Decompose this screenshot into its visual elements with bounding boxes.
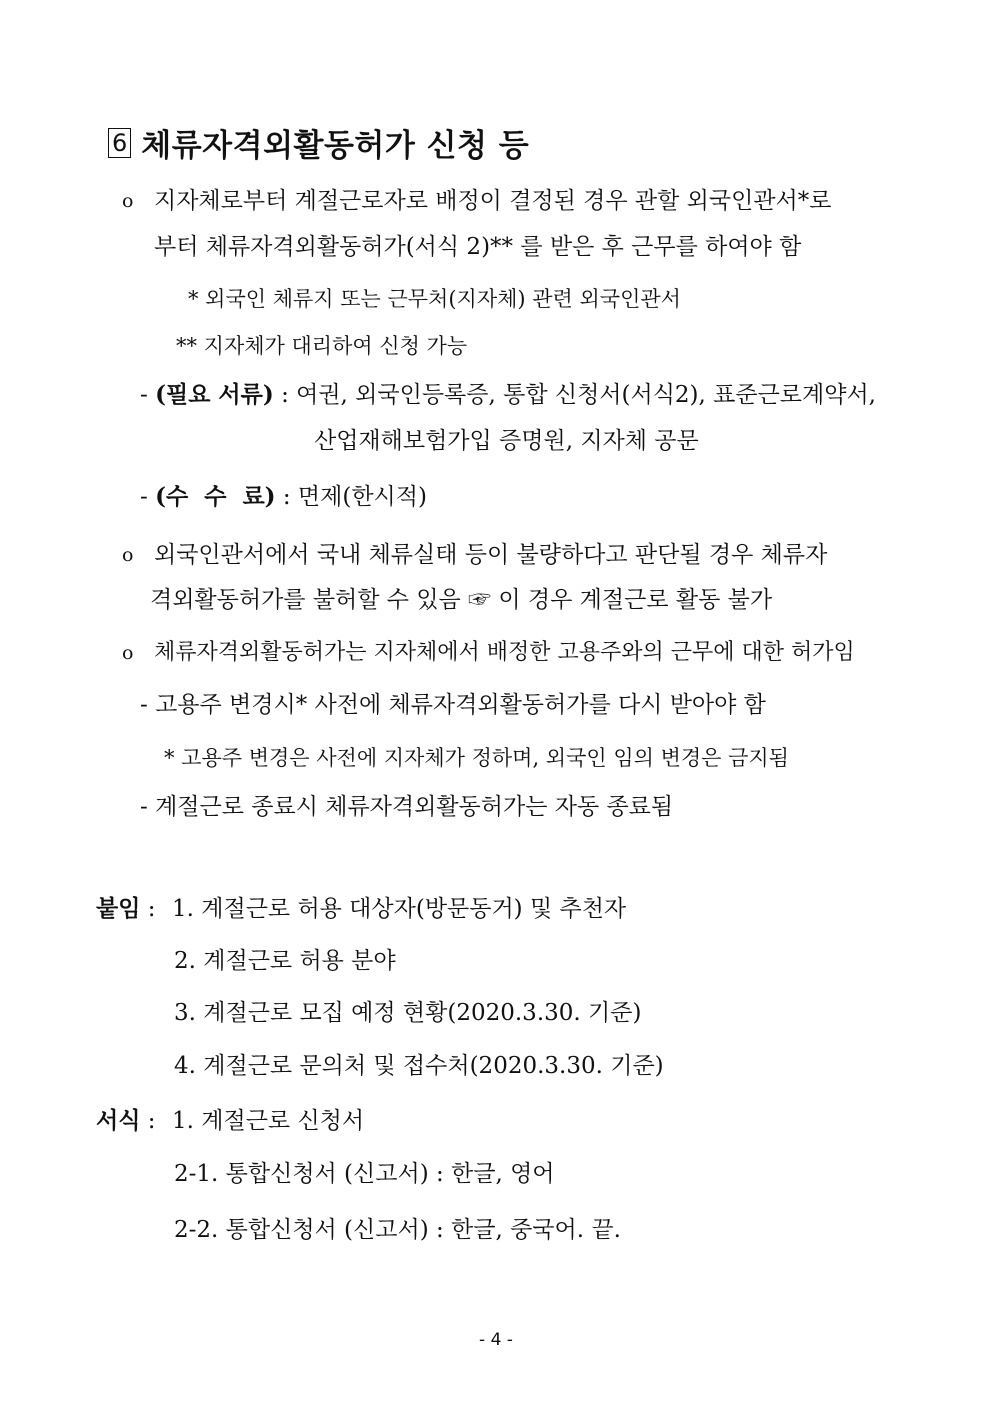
page-number: - 4 -	[479, 1330, 513, 1350]
forms-label: 서식	[96, 1107, 141, 1134]
bullet-marker: o	[122, 642, 134, 664]
bullet-3-line-1: 체류자격외활동허가는 지자체에서 배정한 고용주와의 근무에 대한 허가임	[154, 640, 855, 665]
note-employer-change: * 고용주 변경은 사전에 지자체가 정하며, 외국인 임의 변경은 금지됨	[164, 746, 789, 770]
attachment-item: 1. 계절근로 허용 대상자(방문동거) 및 추천자	[172, 896, 627, 922]
fee-separator: :	[282, 484, 291, 510]
bullet-2-line-2: 격외활동허가를 불허할 수 있음 ☞ 이 경우 계절근로 활동 불가	[150, 587, 773, 613]
form-item: 1. 계절근로 신청서	[172, 1108, 365, 1134]
attachments-row	[96, 894, 156, 924]
bullet-2-line-1: 외국인관서에서 국내 체류실태 등이 불량하다고 판단될 경우 체류자	[154, 542, 828, 568]
sub-item-end: - 계절근로 종료시 체류자격외활동허가는 자동 종료됨	[140, 794, 674, 820]
note-proxy: ** 지자체가 대리하여 신청 가능	[176, 334, 468, 358]
forms-separator: :	[147, 1108, 156, 1134]
bullet-marker: o	[122, 190, 134, 212]
documents-dash: -	[140, 382, 148, 408]
bullet-marker: o	[122, 544, 134, 566]
documents-label: (필요 서류)	[155, 381, 274, 408]
fee-value: 면제(한시적)	[297, 484, 427, 510]
attachments-label: 붙임	[96, 895, 141, 922]
section-number-box: 6	[108, 128, 131, 158]
attachment-item: 2. 계절근로 허용 분야	[174, 948, 396, 974]
documents-separator: :	[281, 382, 289, 408]
sub-item-employer-change: - 고용주 변경시* 사전에 체류자격외활동허가를 다시 받아야 함	[140, 692, 766, 718]
documents-line-2: 산업재해보험가입 증명원, 지자체 공문	[314, 428, 699, 454]
documents-row	[140, 380, 876, 410]
section-title: 체류자격외활동허가 신청 등	[141, 128, 530, 164]
fee-row	[140, 482, 427, 512]
form-item: 2-1. 통합신청서 (신고서) : 한글, 영어	[174, 1161, 555, 1187]
form-item: 2-2. 통합신청서 (신고서) : 한글, 중국어. 끝.	[174, 1217, 621, 1243]
bullet-1-line-1: 지자체로부터 계절근로자로 배정이 결정된 경우 관할 외국인관서*로	[154, 188, 832, 214]
documents-line-1: 여권, 외국인등록증, 통합 신청서(서식2), 표준근로계약서,	[296, 382, 876, 408]
attachment-item: 3. 계절근로 모집 예정 현황(2020.3.30. 기준)	[174, 1000, 642, 1026]
fee-dash: -	[140, 484, 148, 510]
section-heading	[108, 120, 529, 165]
forms-row	[96, 1106, 156, 1136]
attachment-item: 4. 계절근로 문의처 및 접수처(2020.3.30. 기준)	[174, 1053, 664, 1079]
bullet-1-line-2: 부터 체류자격외활동허가(서식 2)** 를 받은 후 근무를 하여야 함	[154, 234, 802, 260]
note-office: * 외국인 체류지 또는 근무처(지자체) 관련 외국인관서	[188, 287, 681, 311]
fee-label: (수 수 료)	[155, 483, 276, 510]
attachments-separator: :	[147, 896, 156, 922]
